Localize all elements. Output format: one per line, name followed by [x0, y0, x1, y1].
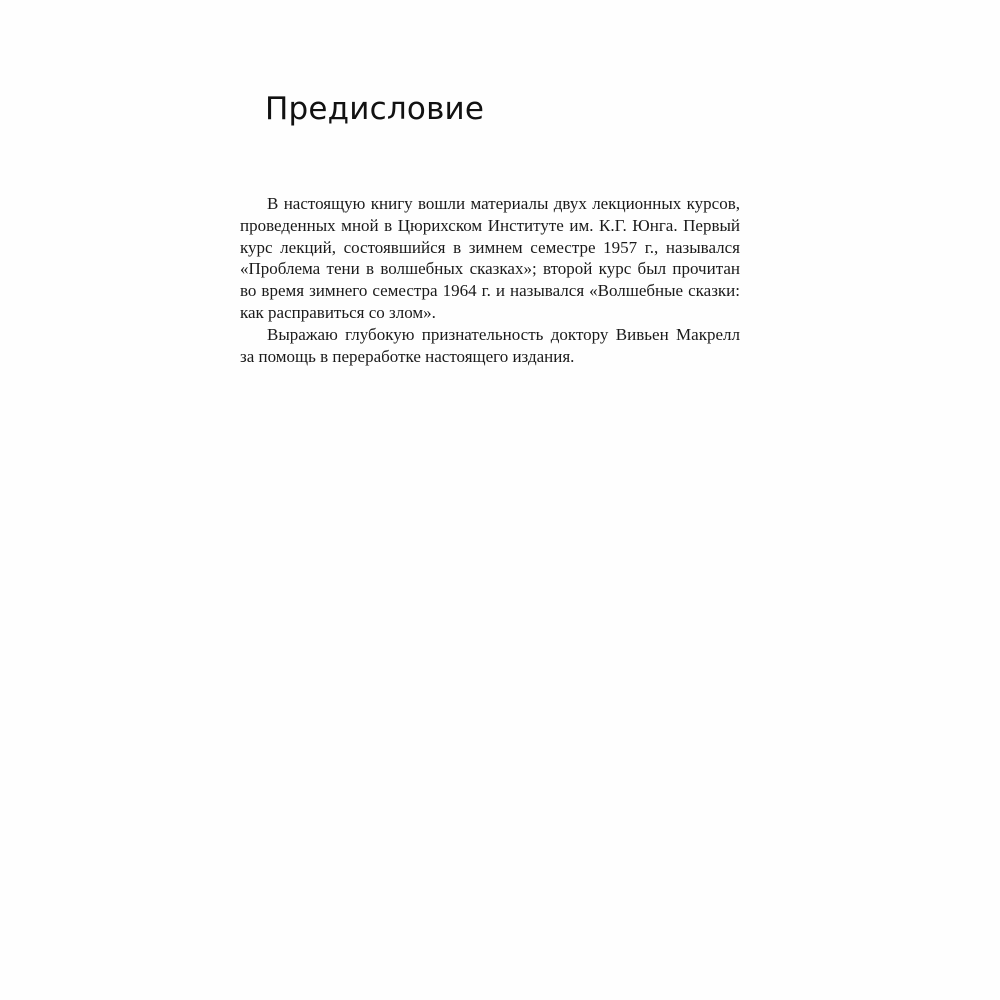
page-heading: Предисловие	[265, 91, 485, 127]
preface-body	[240, 193, 740, 367]
paragraph-lectures: В настоящую книгу вошли материалы двух лекционных курсов, проведенных мной в Цюрихском Институте им. К.Г. Юнга. Первый курс лекций, состоявшийся в зимнем семестре 1957 г., назывался «Проблема тени в волшебных сказках»; второй курс был прочитан во время зимнего семестра 1964 г. и назывался «Волшебные сказки: как расправиться со злом».	[240, 194, 740, 322]
paragraph-acknowledgement: Выражаю глубокую признательность доктору Вивьен Макрелл за помощь в переработке настоящего издания.	[240, 324, 740, 366]
